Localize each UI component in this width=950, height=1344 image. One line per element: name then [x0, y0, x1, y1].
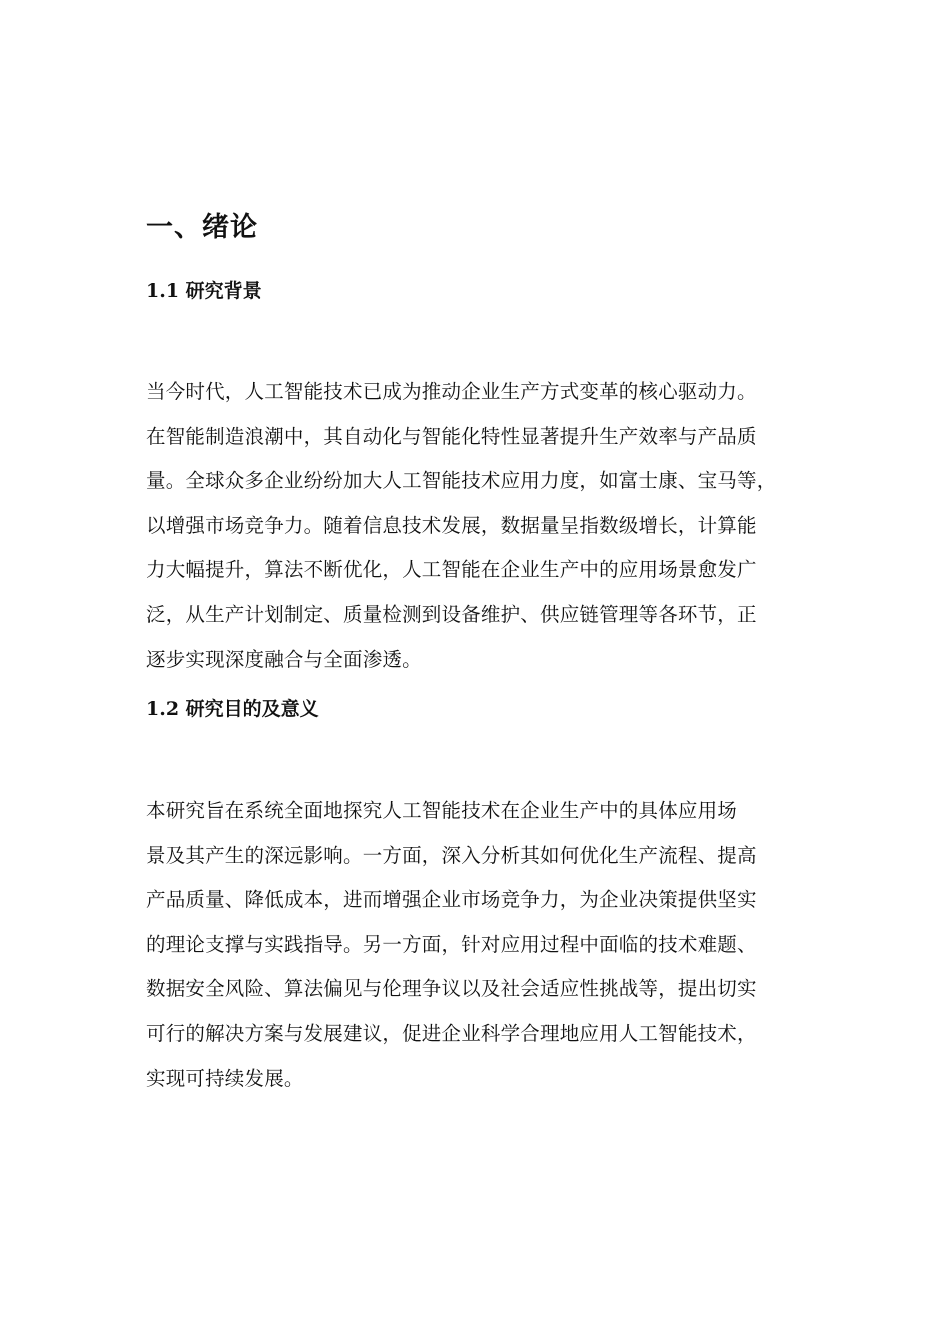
- paragraph-line: 产品质量、降低成本，进而增强企业市场竞争力，为企业决策提供坚实: [146, 888, 757, 912]
- paragraph-line: 逐步实现深度融合与全面渗透。: [146, 647, 422, 671]
- paragraph-line: 当今时代，人工智能技术已成为推动企业生产方式变革的核心驱动力。: [146, 380, 757, 403]
- section-heading-purpose: 1.2 研究目的及意义: [146, 698, 319, 720]
- paragraph-line: 力大幅提升，算法不断优化，人工智能在企业生产中的应用场景愈发广: [146, 558, 757, 582]
- paragraph-line: 泛，从生产计划制定、质量检测到设备维护、供应链管理等各环节，正: [146, 602, 757, 626]
- paragraph-line: 数据安全风险、算法偏见与伦理争议以及社会适应性挑战等，提出切实: [146, 977, 757, 1001]
- paragraph-purpose: [146, 789, 826, 1101]
- paragraph-line: 在智能制造浪潮中，其自动化与智能化特性显著提升生产效率与产品质: [146, 424, 757, 448]
- paragraph-line: 以增强市场竞争力。随着信息技术发展，数据量呈指数级增长，计算能: [146, 513, 757, 537]
- paragraph-line: 本研究旨在系统全面地探究人工智能技术在企业生产中的具体应用场: [146, 799, 738, 822]
- paragraph-line: 景及其产生的深远影响。一方面，深入分析其如何优化生产流程、提高: [146, 843, 757, 867]
- chapter-title: 一、绪论: [146, 212, 258, 243]
- paragraph-line: 的理论支撑与实践指导。另一方面，针对应用过程中面临的技术难题、: [146, 932, 757, 956]
- paragraph-line: 量。全球众多企业纷纷加大人工智能技术应用力度，如富士康、宝马等，: [146, 469, 777, 493]
- paragraph-line: 实现可持续发展。: [146, 1066, 304, 1090]
- paragraph-line: 可行的解决方案与发展建议，促进企业科学合理地应用人工智能技术，: [146, 1021, 757, 1045]
- paragraph-background: [146, 370, 826, 682]
- section-heading-background: 1.1 研究背景: [146, 280, 262, 302]
